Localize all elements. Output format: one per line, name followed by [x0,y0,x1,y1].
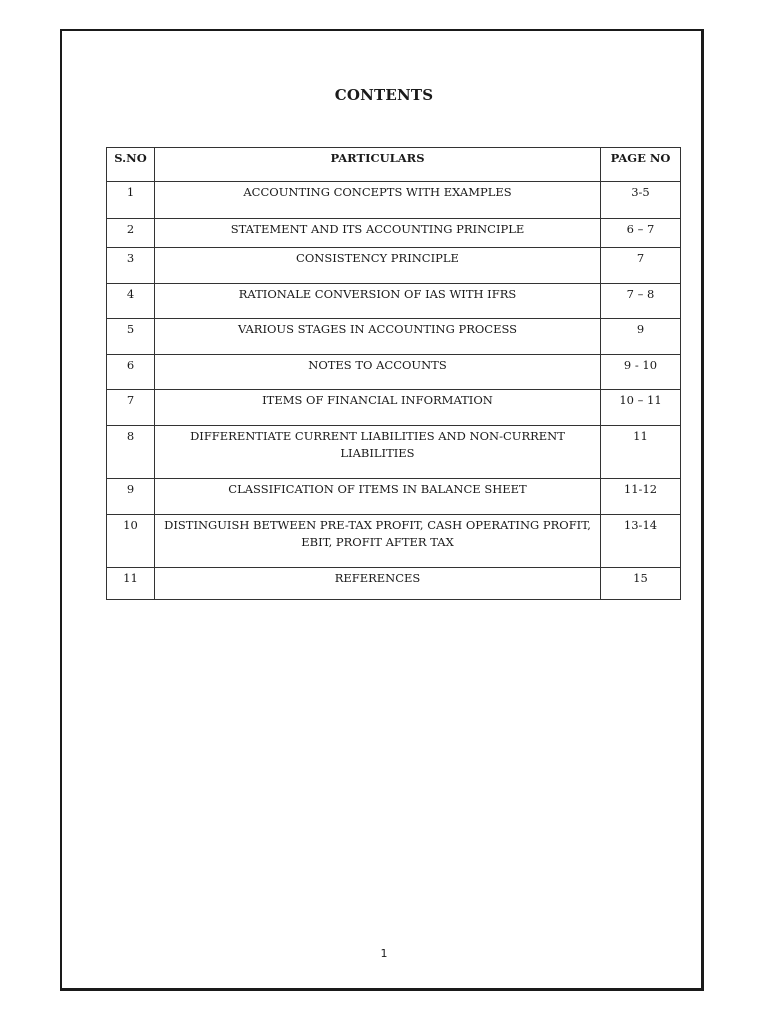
table-row [107,219,681,248]
row-page: 10 – 11 [601,390,681,426]
table-row [107,390,681,426]
row-page: 3-5 [601,182,681,219]
row-particulars: NOTES TO ACCOUNTS [155,355,601,390]
row-particulars: VARIOUS STAGES IN ACCOUNTING PROCESS [155,319,601,355]
row-sno: 3 [107,248,155,284]
page-title: CONTENTS [334,86,434,104]
row-page: 7 – 8 [601,284,681,319]
table-row [107,182,681,219]
table-row [107,355,681,390]
table-row [107,568,681,600]
table-row [107,426,681,479]
row-page: 6 – 7 [601,219,681,248]
contents-table [106,147,681,600]
row-sno: 4 [107,284,155,319]
row-sno: 11 [107,568,155,600]
table-row [107,284,681,319]
row-sno: 10 [107,515,155,568]
row-page: 7 [601,248,681,284]
row-sno: 7 [107,390,155,426]
table-row [107,248,681,284]
row-particulars: REFERENCES [155,568,601,600]
row-particulars: ITEMS OF FINANCIAL INFORMATION [155,390,601,426]
header-particulars: PARTICULARS [155,148,601,182]
row-page: 9 [601,319,681,355]
row-sno: 6 [107,355,155,390]
row-particulars: STATEMENT AND ITS ACCOUNTING PRINCIPLE [155,219,601,248]
row-sno: 8 [107,426,155,479]
row-particulars: DIFFERENTIATE CURRENT LIABILITIES AND NON-CURRENT LIABILITIES [155,426,601,479]
header-page-no: PAGE NO [601,148,681,182]
row-page: 13-14 [601,515,681,568]
row-particulars: ACCOUNTING CONCEPTS WITH EXAMPLES [155,182,601,219]
row-page: 9 - 10 [601,355,681,390]
row-sno: 1 [107,182,155,219]
table-row [107,319,681,355]
row-page: 11-12 [601,479,681,515]
row-particulars: DISTINGUISH BETWEEN PRE-TAX PROFIT, CASH OPERATING PROFIT, EBIT, PROFIT AFTER TAX [155,515,601,568]
page-number: 1 [380,947,388,960]
header-sno: S.NO [107,148,155,182]
table-header-row [107,148,681,182]
row-particulars: RATIONALE CONVERSION OF IAS WITH IFRS [155,284,601,319]
table-row [107,479,681,515]
row-particulars: CLASSIFICATION OF ITEMS IN BALANCE SHEET [155,479,601,515]
row-page: 11 [601,426,681,479]
row-page: 15 [601,568,681,600]
table-row [107,515,681,568]
row-sno: 5 [107,319,155,355]
row-sno: 9 [107,479,155,515]
row-sno: 2 [107,219,155,248]
row-particulars: CONSISTENCY PRINCIPLE [155,248,601,284]
